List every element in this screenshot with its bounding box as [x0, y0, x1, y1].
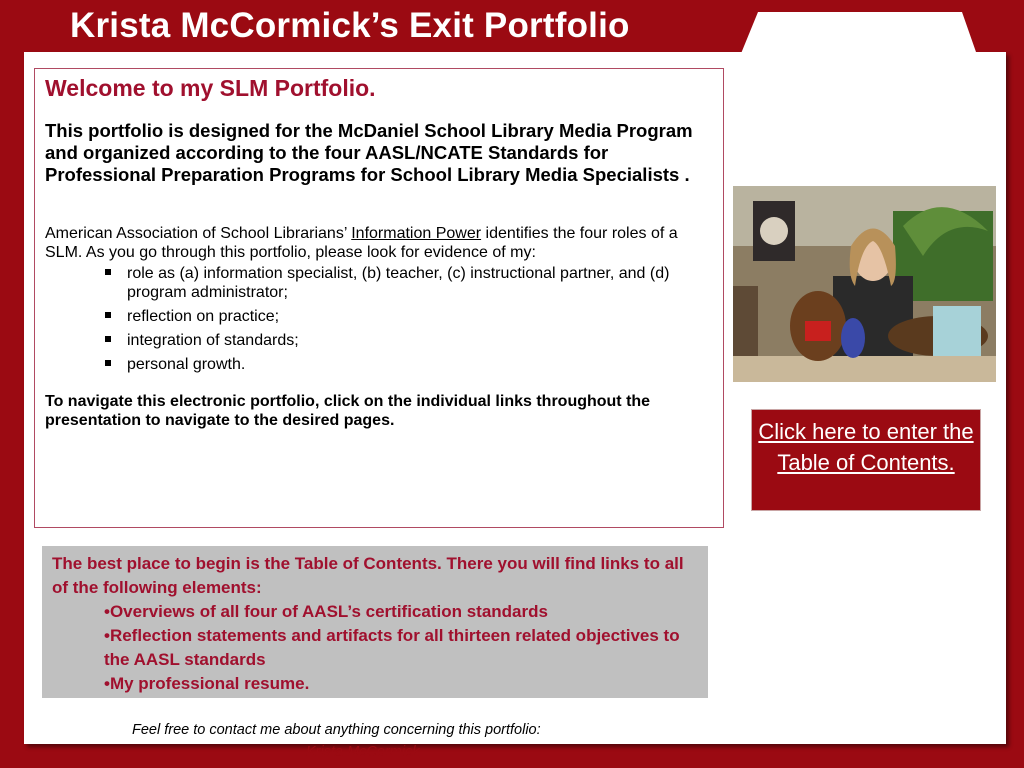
page-title: Krista McCormick’s Exit Portfolio	[70, 6, 630, 45]
decorative-tab	[740, 12, 980, 62]
contact-text: Feel free to contact me about anything concerning this portfolio:	[132, 722, 541, 738]
welcome-heading: Welcome to my SLM Portfolio.	[45, 75, 376, 101]
roles-intro-text-b: identifies the four roles of a SLM. As you go through this portfolio, please look for evidence of my:	[45, 225, 678, 261]
table-of-contents-button-label: Click here to enter the Table of Contents.	[758, 419, 974, 475]
list-item: •Overviews of all four of AASL’s certification standards	[104, 602, 548, 621]
roles-intro-text-a: American Association of School Librarians’	[45, 225, 352, 242]
list-item: •My professional resume.	[104, 674, 310, 693]
roles-list	[45, 264, 713, 374]
list-item	[115, 307, 713, 326]
list-item	[115, 264, 713, 302]
list-item	[115, 331, 713, 350]
intro-text: This portfolio is designed for the McDaniel School Library Media Program and organized according to the four AASL/NCATE Standards for Professional Preparation Programs for School Library Media Specialists .	[45, 120, 693, 185]
roles-intro	[45, 224, 713, 262]
portrait-photo	[733, 186, 996, 382]
list-item-text: role as (a) information specialist, (b) teacher, (c) instructional partner, and (d) program administrator;	[127, 265, 670, 301]
navigation-note: To navigate this electronic portfolio, click on the individual links throughout the presentation to navigate to the desired pages.	[45, 393, 651, 429]
bullet-icon	[105, 312, 111, 318]
list-item-text: integration of standards;	[127, 332, 299, 349]
list-item-text: personal growth.	[127, 356, 246, 373]
bullet-icon	[105, 336, 111, 342]
list-item: •Reflection statements and artifacts for all thirteen related objectives to the AASL standards	[104, 626, 680, 669]
info-lead: The best place to begin is the Table of Contents. There you will find links to all of the following elements:	[52, 554, 684, 597]
information-power-link[interactable]: Information Power	[351, 225, 482, 242]
table-of-contents-button[interactable]	[751, 409, 981, 511]
list-item-text: reflection on practice;	[127, 308, 280, 325]
welcome-section	[34, 68, 724, 528]
contact-email-link[interactable]: Krista McCormick	[306, 744, 420, 760]
bullet-icon	[105, 360, 111, 366]
bullet-icon	[105, 269, 111, 275]
table-of-contents-info	[42, 546, 708, 698]
list-item	[115, 355, 713, 374]
